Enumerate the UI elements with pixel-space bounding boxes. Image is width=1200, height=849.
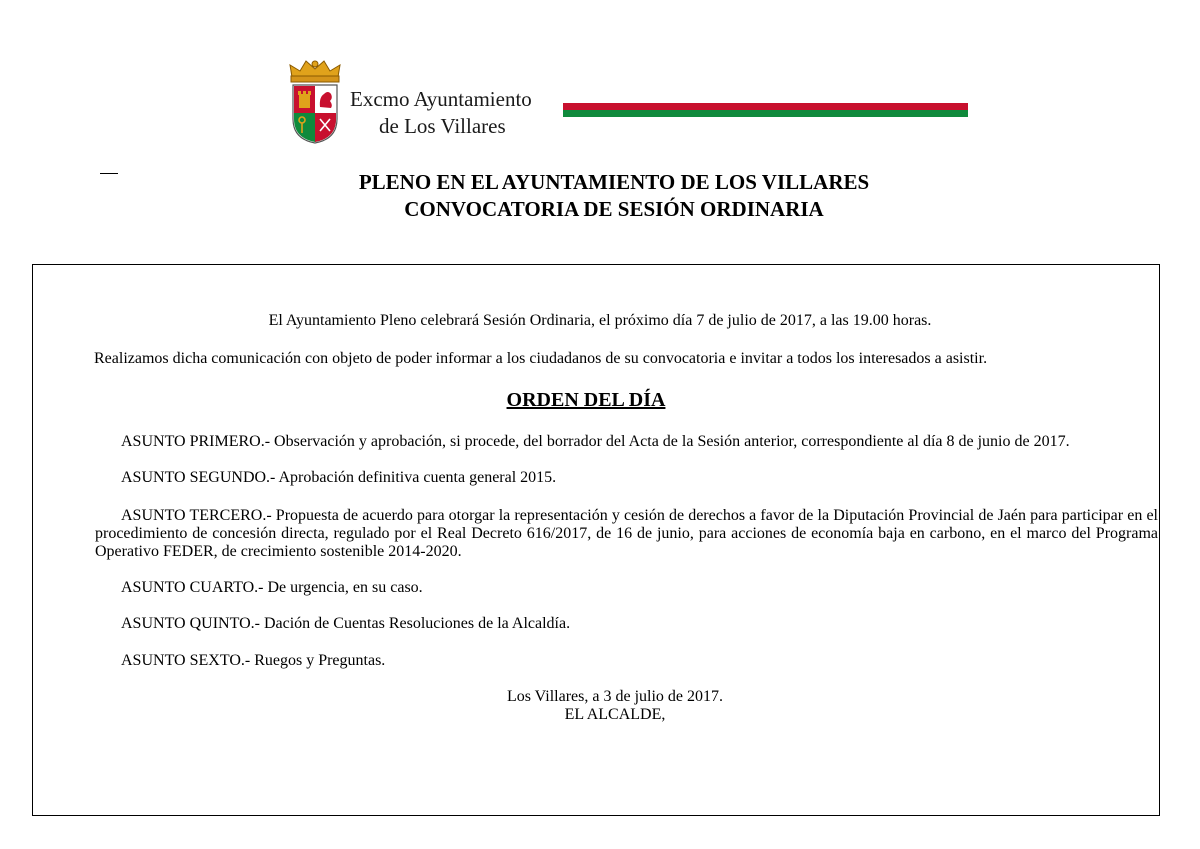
agenda-item-2: ASUNTO SEGUNDO.- Aprobación definitiva cuenta general 2015. bbox=[121, 469, 557, 486]
municipality-name bbox=[350, 86, 540, 140]
signatory: EL ALCALDE, bbox=[564, 706, 666, 723]
place-date: Los Villares, a 3 de julio de 2017. bbox=[506, 688, 724, 705]
document-title-line1: PLENO EN EL AYUNTAMIENTO DE LOS VILLARES bbox=[358, 170, 870, 194]
agenda-item-6: ASUNTO SEXTO.- Ruegos y Preguntas. bbox=[121, 652, 386, 669]
agenda-item-4: ASUNTO CUARTO.- De urgencia, en su caso. bbox=[121, 579, 423, 596]
flag-stripe-green bbox=[563, 110, 968, 117]
agenda-item-3: ASUNTO TERCERO.- Propuesta de acuerdo para otorgar la representación y cesión de derechos a favor de la Diputación Provincial de Jaén para participar en el procedimiento de concesión directa, regulado por el Real Decreto 616/2017, de 16 de junio, para acciones de economía baja en carbono, en el marco del Programa Operativo FEDER, de crecimiento sostenible 2014-2020. bbox=[95, 507, 1158, 560]
agenda-item-5: ASUNTO QUINTO.- Dación de Cuentas Resoluciones de la Alcaldía. bbox=[121, 615, 571, 632]
municipality-name-line2: de Los Villares bbox=[379, 114, 506, 138]
coat-of-arms-icon bbox=[286, 57, 344, 145]
flag-stripe-red bbox=[563, 103, 968, 110]
agenda-title: ORDEN DEL DÍA bbox=[506, 389, 666, 411]
document-title bbox=[0, 169, 1200, 223]
communication-paragraph: Realizamos dicha comunicación con objeto de poder informar a los ciudadanos de su convocatoria e invitar a todos los interesados a asistir. bbox=[94, 350, 988, 367]
municipality-name-line1: Excmo Ayuntamiento bbox=[350, 87, 532, 111]
document-title-line2: CONVOCATORIA DE SESIÓN ORDINARIA bbox=[404, 197, 824, 221]
agenda-item-1: ASUNTO PRIMERO.- Observación y aprobación, si procede, del borrador del Acta de la Sesión anterior, correspondiente al día 8 de junio de 2017. bbox=[121, 433, 1070, 450]
flag-stripe bbox=[563, 103, 968, 117]
intro-paragraph: El Ayuntamiento Pleno celebrará Sesión Ordinaria, el próximo día 7 de julio de 2017, a las 19.00 horas. bbox=[268, 312, 932, 329]
